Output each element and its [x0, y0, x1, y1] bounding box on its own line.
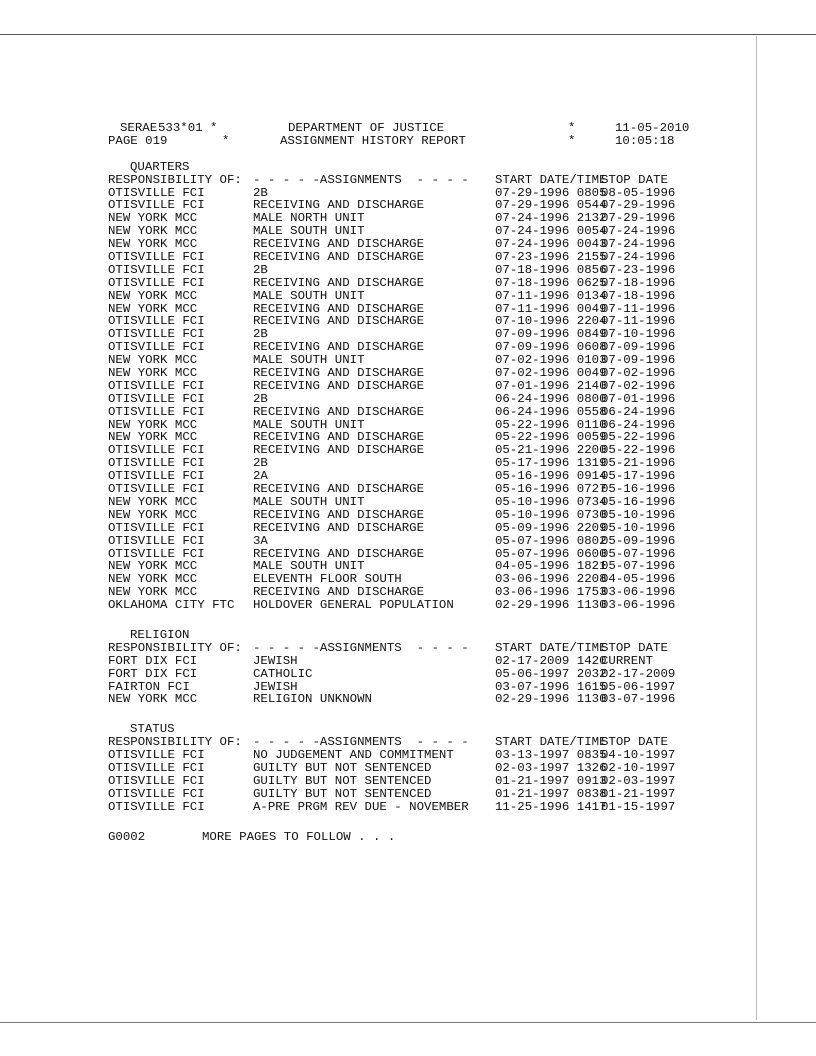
- cell-start: 05-16-1996 0914: [495, 469, 607, 484]
- cell-start: 07-09-1996 0608: [495, 340, 607, 355]
- cell-stop: 05-06-1997: [601, 679, 676, 694]
- table-row: [108, 786, 676, 801]
- cell-start: 07-02-1996 0103: [495, 353, 607, 368]
- cell-start: 05-22-1996 0059: [495, 430, 607, 445]
- cell-start: 03-06-1996 2208: [495, 572, 607, 587]
- cell-stop: 05-10-1996: [601, 520, 676, 535]
- spacer: [108, 612, 138, 629]
- cell-stop: 07-24-1996: [601, 250, 676, 265]
- cell-facility: OTISVILLE FCI: [108, 456, 205, 471]
- cell-facility: OTISVILLE FCI: [108, 748, 205, 763]
- cell-start: 07-10-1996 2204: [495, 314, 607, 329]
- cell-assignment: RECEIVING AND DISCHARGE: [253, 340, 425, 355]
- cell-assignment: 2B: [253, 391, 268, 406]
- cell-assignment: MALE SOUTH UNIT: [253, 288, 365, 303]
- spacer: [108, 814, 138, 831]
- footer-code: G0002: [108, 829, 146, 844]
- table-row: [108, 533, 676, 548]
- cell-start: 07-24-1996 2132: [495, 211, 607, 226]
- cell-assignment: A-PRE PRGM REV DUE - NOVEMBER: [253, 799, 469, 814]
- table-row: [108, 520, 676, 535]
- table-row: [108, 799, 676, 814]
- cell-facility: NEW YORK MCC: [108, 585, 198, 600]
- cell-stop: 07-09-1996: [601, 340, 676, 355]
- cell-start: 07-23-1996 2155: [495, 250, 607, 265]
- cell-assignment: 2B: [253, 185, 268, 200]
- header-report-title: ASSIGNMENT HISTORY REPORT: [280, 133, 466, 148]
- cell-facility: OTISVILLE FCI: [108, 760, 205, 775]
- cell-facility: OTISVILLE FCI: [108, 198, 205, 213]
- cell-assignment: RECEIVING AND DISCHARGE: [253, 301, 425, 316]
- cell-assignment: GUILTY BUT NOT SENTENCED: [253, 773, 432, 788]
- cell-facility: NEW YORK MCC: [108, 417, 198, 432]
- cell-stop: 07-10-1996: [601, 327, 676, 342]
- report-header-line-2: [108, 133, 675, 148]
- col-head-responsibility: RESPONSIBILITY OF:: [108, 172, 242, 187]
- cell-assignment: 2B: [253, 262, 268, 277]
- section-title-line: [108, 159, 190, 174]
- cell-stop: 07-18-1996: [601, 288, 676, 303]
- cell-stop: 05-22-1996: [601, 430, 676, 445]
- cell-assignment: MALE SOUTH UNIT: [253, 417, 365, 432]
- header-time: 10:05:18: [615, 133, 675, 148]
- cell-facility: OTISVILLE FCI: [108, 185, 205, 200]
- table-row: [108, 482, 676, 497]
- cell-stop: 03-06-1996: [601, 598, 676, 613]
- table-row: [108, 288, 676, 303]
- cell-stop: 05-07-1996: [601, 546, 676, 561]
- cell-start: 11-25-1996 1417: [495, 799, 607, 814]
- cell-assignment: JEWISH: [253, 679, 298, 694]
- cell-stop: 05-17-1996: [601, 469, 676, 484]
- header-star: *: [568, 121, 576, 135]
- cell-start: 05-21-1996 2200: [495, 443, 607, 458]
- table-row: [108, 366, 676, 381]
- header-date: 11-05-2010: [615, 121, 690, 135]
- cell-assignment: 3A: [253, 533, 268, 548]
- table-row: [108, 773, 676, 788]
- cell-assignment: CATHOLIC: [253, 666, 313, 681]
- cell-assignment: MALE SOUTH UNIT: [253, 494, 365, 509]
- col-head-stop: STOP DATE: [601, 172, 668, 187]
- cell-facility: OTISVILLE FCI: [108, 314, 205, 329]
- header-register: 533*01 *: [158, 121, 218, 135]
- footer-text: MORE PAGES TO FOLLOW . . .: [202, 829, 396, 844]
- cell-facility: OTISVILLE FCI: [108, 340, 205, 355]
- cell-assignment: RECEIVING AND DISCHARGE: [253, 237, 425, 252]
- cell-start: 01-21-1997 0913: [495, 773, 607, 788]
- table-row: [108, 760, 676, 775]
- table-row: [108, 666, 676, 681]
- cell-start: 07-11-1996 0049: [495, 301, 607, 316]
- cell-stop: 02-10-1997: [601, 760, 676, 775]
- report-sections: [108, 159, 676, 814]
- cell-stop: 07-18-1996: [601, 275, 676, 290]
- cell-facility: OTISVILLE FCI: [108, 482, 205, 497]
- spacer: [108, 706, 138, 723]
- cell-stop: 06-24-1996: [601, 404, 676, 419]
- cell-facility: NEW YORK MCC: [108, 572, 198, 587]
- cell-start: 06-24-1996 0558: [495, 404, 607, 419]
- cell-facility: NEW YORK MCC: [108, 237, 198, 252]
- cell-facility: FAIRTON FCI: [108, 679, 190, 694]
- cell-facility: OTISVILLE FCI: [108, 327, 205, 342]
- cell-start: 07-18-1996 0625: [495, 275, 607, 290]
- cell-assignment: RECEIVING AND DISCHARGE: [253, 275, 425, 290]
- cell-stop: 04-05-1996: [601, 572, 676, 587]
- cell-stop: 07-01-1996: [601, 391, 676, 406]
- cell-assignment: JEWISH: [253, 653, 298, 668]
- cell-start: 03-13-1997 0835: [495, 748, 607, 763]
- cell-assignment: MALE SOUTH UNIT: [253, 559, 365, 574]
- cell-start: 02-03-1997 1326: [495, 760, 607, 775]
- cell-start: 05-10-1996 0734: [495, 494, 607, 509]
- cell-assignment: RECEIVING AND DISCHARGE: [253, 250, 425, 265]
- cell-assignment: ELEVENTH FLOOR SOUTH: [253, 572, 402, 587]
- cell-stop: 07-02-1996: [601, 378, 676, 393]
- cell-stop: 01-21-1997: [601, 786, 676, 801]
- cell-stop: 06-24-1996: [601, 417, 676, 432]
- cell-start: 02-29-1996 1130: [495, 598, 607, 613]
- cell-stop: 07-24-1996: [601, 224, 676, 239]
- table-row: [108, 404, 676, 419]
- cell-facility: NEW YORK MCC: [108, 211, 198, 226]
- cell-assignment: RECEIVING AND DISCHARGE: [253, 546, 425, 561]
- cell-start: 07-29-1996 0805: [495, 185, 607, 200]
- cell-stop: 02-03-1997: [601, 773, 676, 788]
- col-head-stop: STOP DATE: [601, 640, 668, 655]
- cell-start: 04-05-1996 1821: [495, 559, 607, 574]
- cell-facility: OTISVILLE FCI: [108, 773, 205, 788]
- header-page: PAGE 019: [108, 133, 168, 148]
- cell-start: 06-24-1996 0800: [495, 391, 607, 406]
- cell-start: 07-02-1996 0049: [495, 366, 607, 381]
- cell-start: 05-07-1996 0600: [495, 546, 607, 561]
- cell-facility: OTISVILLE FCI: [108, 469, 205, 484]
- cell-assignment: RECEIVING AND DISCHARGE: [253, 430, 425, 445]
- col-head-assignments: - - - - -ASSIGNMENTS - - - -: [253, 735, 469, 750]
- cell-start: 02-17-2009 1420: [495, 653, 607, 668]
- cell-facility: OTISVILLE FCI: [108, 786, 205, 801]
- cell-assignment: 2B: [253, 456, 268, 471]
- col-head-responsibility: RESPONSIBILITY OF:: [108, 735, 242, 750]
- cell-stop: 07-23-1996: [601, 262, 676, 277]
- cell-assignment: MALE NORTH UNIT: [253, 211, 365, 226]
- table-row: [108, 507, 676, 522]
- cell-assignment: NO JUDGEMENT AND COMMITMENT: [253, 748, 454, 763]
- cell-stop: 04-10-1997: [601, 748, 676, 763]
- cell-facility: OTISVILLE FCI: [108, 443, 205, 458]
- cell-facility: OTISVILLE FCI: [108, 378, 205, 393]
- cell-start: 05-06-1997 2032: [495, 666, 607, 681]
- cell-start: 02-29-1996 1130: [495, 692, 607, 707]
- section-title: STATUS: [130, 722, 175, 737]
- cell-stop: 05-16-1996: [601, 494, 676, 509]
- cell-stop: 08-05-1996: [601, 185, 676, 200]
- table-row: [108, 275, 676, 290]
- cell-start: 05-22-1996 0110: [495, 417, 607, 432]
- cell-start: 05-09-1996 2209: [495, 520, 607, 535]
- cell-stop: 03-06-1996: [601, 585, 676, 600]
- cell-start: 05-07-1996 0802: [495, 533, 607, 548]
- cell-stop: 05-22-1996: [601, 443, 676, 458]
- col-head-assignments: - - - - -ASSIGNMENTS - - - -: [253, 172, 469, 187]
- cell-facility: OTISVILLE FCI: [108, 546, 205, 561]
- cell-stop: 05-07-1996: [601, 559, 676, 574]
- table-row: [108, 262, 676, 277]
- cell-stop: 07-24-1996: [601, 237, 676, 252]
- cell-facility: OTISVILLE FCI: [108, 275, 205, 290]
- cell-assignment: GUILTY BUT NOT SENTENCED: [253, 760, 432, 775]
- cell-facility: OTISVILLE FCI: [108, 533, 205, 548]
- col-head-start: START DATE/TIME: [495, 640, 607, 655]
- cell-facility: FORT DIX FCI: [108, 666, 198, 681]
- section-title-line: [108, 627, 190, 642]
- cell-facility: NEW YORK MCC: [108, 301, 198, 316]
- cell-assignment: RECEIVING AND DISCHARGE: [253, 482, 425, 497]
- cell-start: 07-24-1996 0054: [495, 224, 607, 239]
- cell-facility: NEW YORK MCC: [108, 494, 198, 509]
- section-title: RELIGION: [130, 627, 190, 642]
- cell-start: 07-09-1996 0849: [495, 327, 607, 342]
- column-header-row: [108, 172, 668, 187]
- table-row: [108, 391, 676, 406]
- cell-facility: OTISVILLE FCI: [108, 520, 205, 535]
- cell-start: 05-16-1996 0727: [495, 482, 607, 497]
- cell-stop: 07-11-1996: [601, 314, 676, 329]
- table-row: [108, 692, 676, 707]
- cell-start: 07-18-1996 0856: [495, 262, 607, 277]
- cell-assignment: RECEIVING AND DISCHARGE: [253, 585, 425, 600]
- scan-border-bottom: [0, 1022, 816, 1023]
- cell-assignment: RECEIVING AND DISCHARGE: [253, 314, 425, 329]
- table-row: [108, 250, 676, 265]
- cell-stop: 02-17-2009: [601, 666, 676, 681]
- cell-facility: NEW YORK MCC: [108, 559, 198, 574]
- cell-start: 07-11-1996 0134: [495, 288, 607, 303]
- cell-start: 03-06-1996 1753: [495, 585, 607, 600]
- cell-facility: NEW YORK MCC: [108, 288, 198, 303]
- cell-facility: OKLAHOMA CITY FTC: [108, 598, 235, 613]
- cell-assignment: RECEIVING AND DISCHARGE: [253, 378, 425, 393]
- table-row: [108, 598, 676, 613]
- col-head-assignments: - - - - -ASSIGNMENTS - - - -: [253, 640, 469, 655]
- cell-assignment: MALE SOUTH UNIT: [253, 353, 365, 368]
- scan-border-top: [0, 34, 816, 35]
- cell-facility: OTISVILLE FCI: [108, 799, 205, 814]
- column-header-row: [108, 640, 668, 655]
- cell-assignment: 2B: [253, 327, 268, 342]
- cell-facility: NEW YORK MCC: [108, 692, 198, 707]
- header-star: *: [568, 133, 576, 148]
- cell-assignment: GUILTY BUT NOT SENTENCED: [253, 786, 432, 801]
- cell-assignment: 2A: [253, 469, 268, 484]
- cell-facility: OTISVILLE FCI: [108, 404, 205, 419]
- cell-assignment: RECEIVING AND DISCHARGE: [253, 366, 425, 381]
- cell-start: 07-29-1996 0544: [495, 198, 607, 213]
- cell-stop: CURRENT: [601, 653, 654, 668]
- header-user: SERAE: [120, 121, 158, 135]
- cell-start: 03-07-1996 1615: [495, 679, 607, 694]
- cell-stop: 07-02-1996: [601, 366, 676, 381]
- cell-stop: 05-21-1996: [601, 456, 676, 471]
- cell-assignment: RECEIVING AND DISCHARGE: [253, 198, 425, 213]
- cell-stop: 05-09-1996: [601, 533, 676, 548]
- col-head-start: START DATE/TIME: [495, 172, 607, 187]
- cell-facility: OTISVILLE FCI: [108, 250, 205, 265]
- cell-stop: 03-07-1996: [601, 692, 676, 707]
- cell-facility: OTISVILLE FCI: [108, 262, 205, 277]
- cell-stop: 07-09-1996: [601, 353, 676, 368]
- cell-assignment: RECEIVING AND DISCHARGE: [253, 520, 425, 535]
- cell-facility: NEW YORK MCC: [108, 353, 198, 368]
- report-header-line-1: [108, 121, 690, 135]
- assignment-history-report: [108, 121, 690, 844]
- cell-stop: 07-11-1996: [601, 301, 676, 316]
- cell-facility: NEW YORK MCC: [108, 507, 198, 522]
- cell-stop: 05-10-1996: [601, 507, 676, 522]
- cell-assignment: RECEIVING AND DISCHARGE: [253, 404, 425, 419]
- cell-start: 05-10-1996 0730: [495, 507, 607, 522]
- cell-stop: 07-29-1996: [601, 198, 676, 213]
- cell-stop: 07-29-1996: [601, 211, 676, 226]
- col-head-start: START DATE/TIME: [495, 735, 607, 750]
- col-head-stop: STOP DATE: [601, 735, 668, 750]
- table-row: [108, 378, 676, 393]
- table-row: [108, 653, 654, 668]
- cell-facility: FORT DIX FCI: [108, 653, 198, 668]
- cell-assignment: RECEIVING AND DISCHARGE: [253, 443, 425, 458]
- cell-stop: 01-15-1997: [601, 799, 676, 814]
- cell-start: 07-24-1996 0043: [495, 237, 607, 252]
- scan-border-right: [756, 36, 757, 1020]
- cell-assignment: MALE SOUTH UNIT: [253, 224, 365, 239]
- cell-facility: NEW YORK MCC: [108, 224, 198, 239]
- cell-start: 05-17-1996 1319: [495, 456, 607, 471]
- table-row: [108, 494, 676, 509]
- col-head-responsibility: RESPONSIBILITY OF:: [108, 640, 242, 655]
- cell-facility: NEW YORK MCC: [108, 366, 198, 381]
- cell-facility: NEW YORK MCC: [108, 430, 198, 445]
- header-department: DEPARTMENT OF JUSTICE: [288, 121, 445, 135]
- header-star-left: *: [222, 133, 230, 148]
- cell-assignment: HOLDOVER GENERAL POPULATION: [253, 598, 454, 613]
- cell-stop: 05-16-1996: [601, 482, 676, 497]
- section-title: QUARTERS: [130, 159, 190, 174]
- cell-assignment: RELIGION UNKNOWN: [253, 692, 372, 707]
- cell-start: 01-21-1997 0838: [495, 786, 607, 801]
- cell-assignment: RECEIVING AND DISCHARGE: [253, 507, 425, 522]
- report-footer: [108, 829, 396, 844]
- cell-facility: OTISVILLE FCI: [108, 391, 205, 406]
- cell-start: 07-01-1996 2140: [495, 378, 607, 393]
